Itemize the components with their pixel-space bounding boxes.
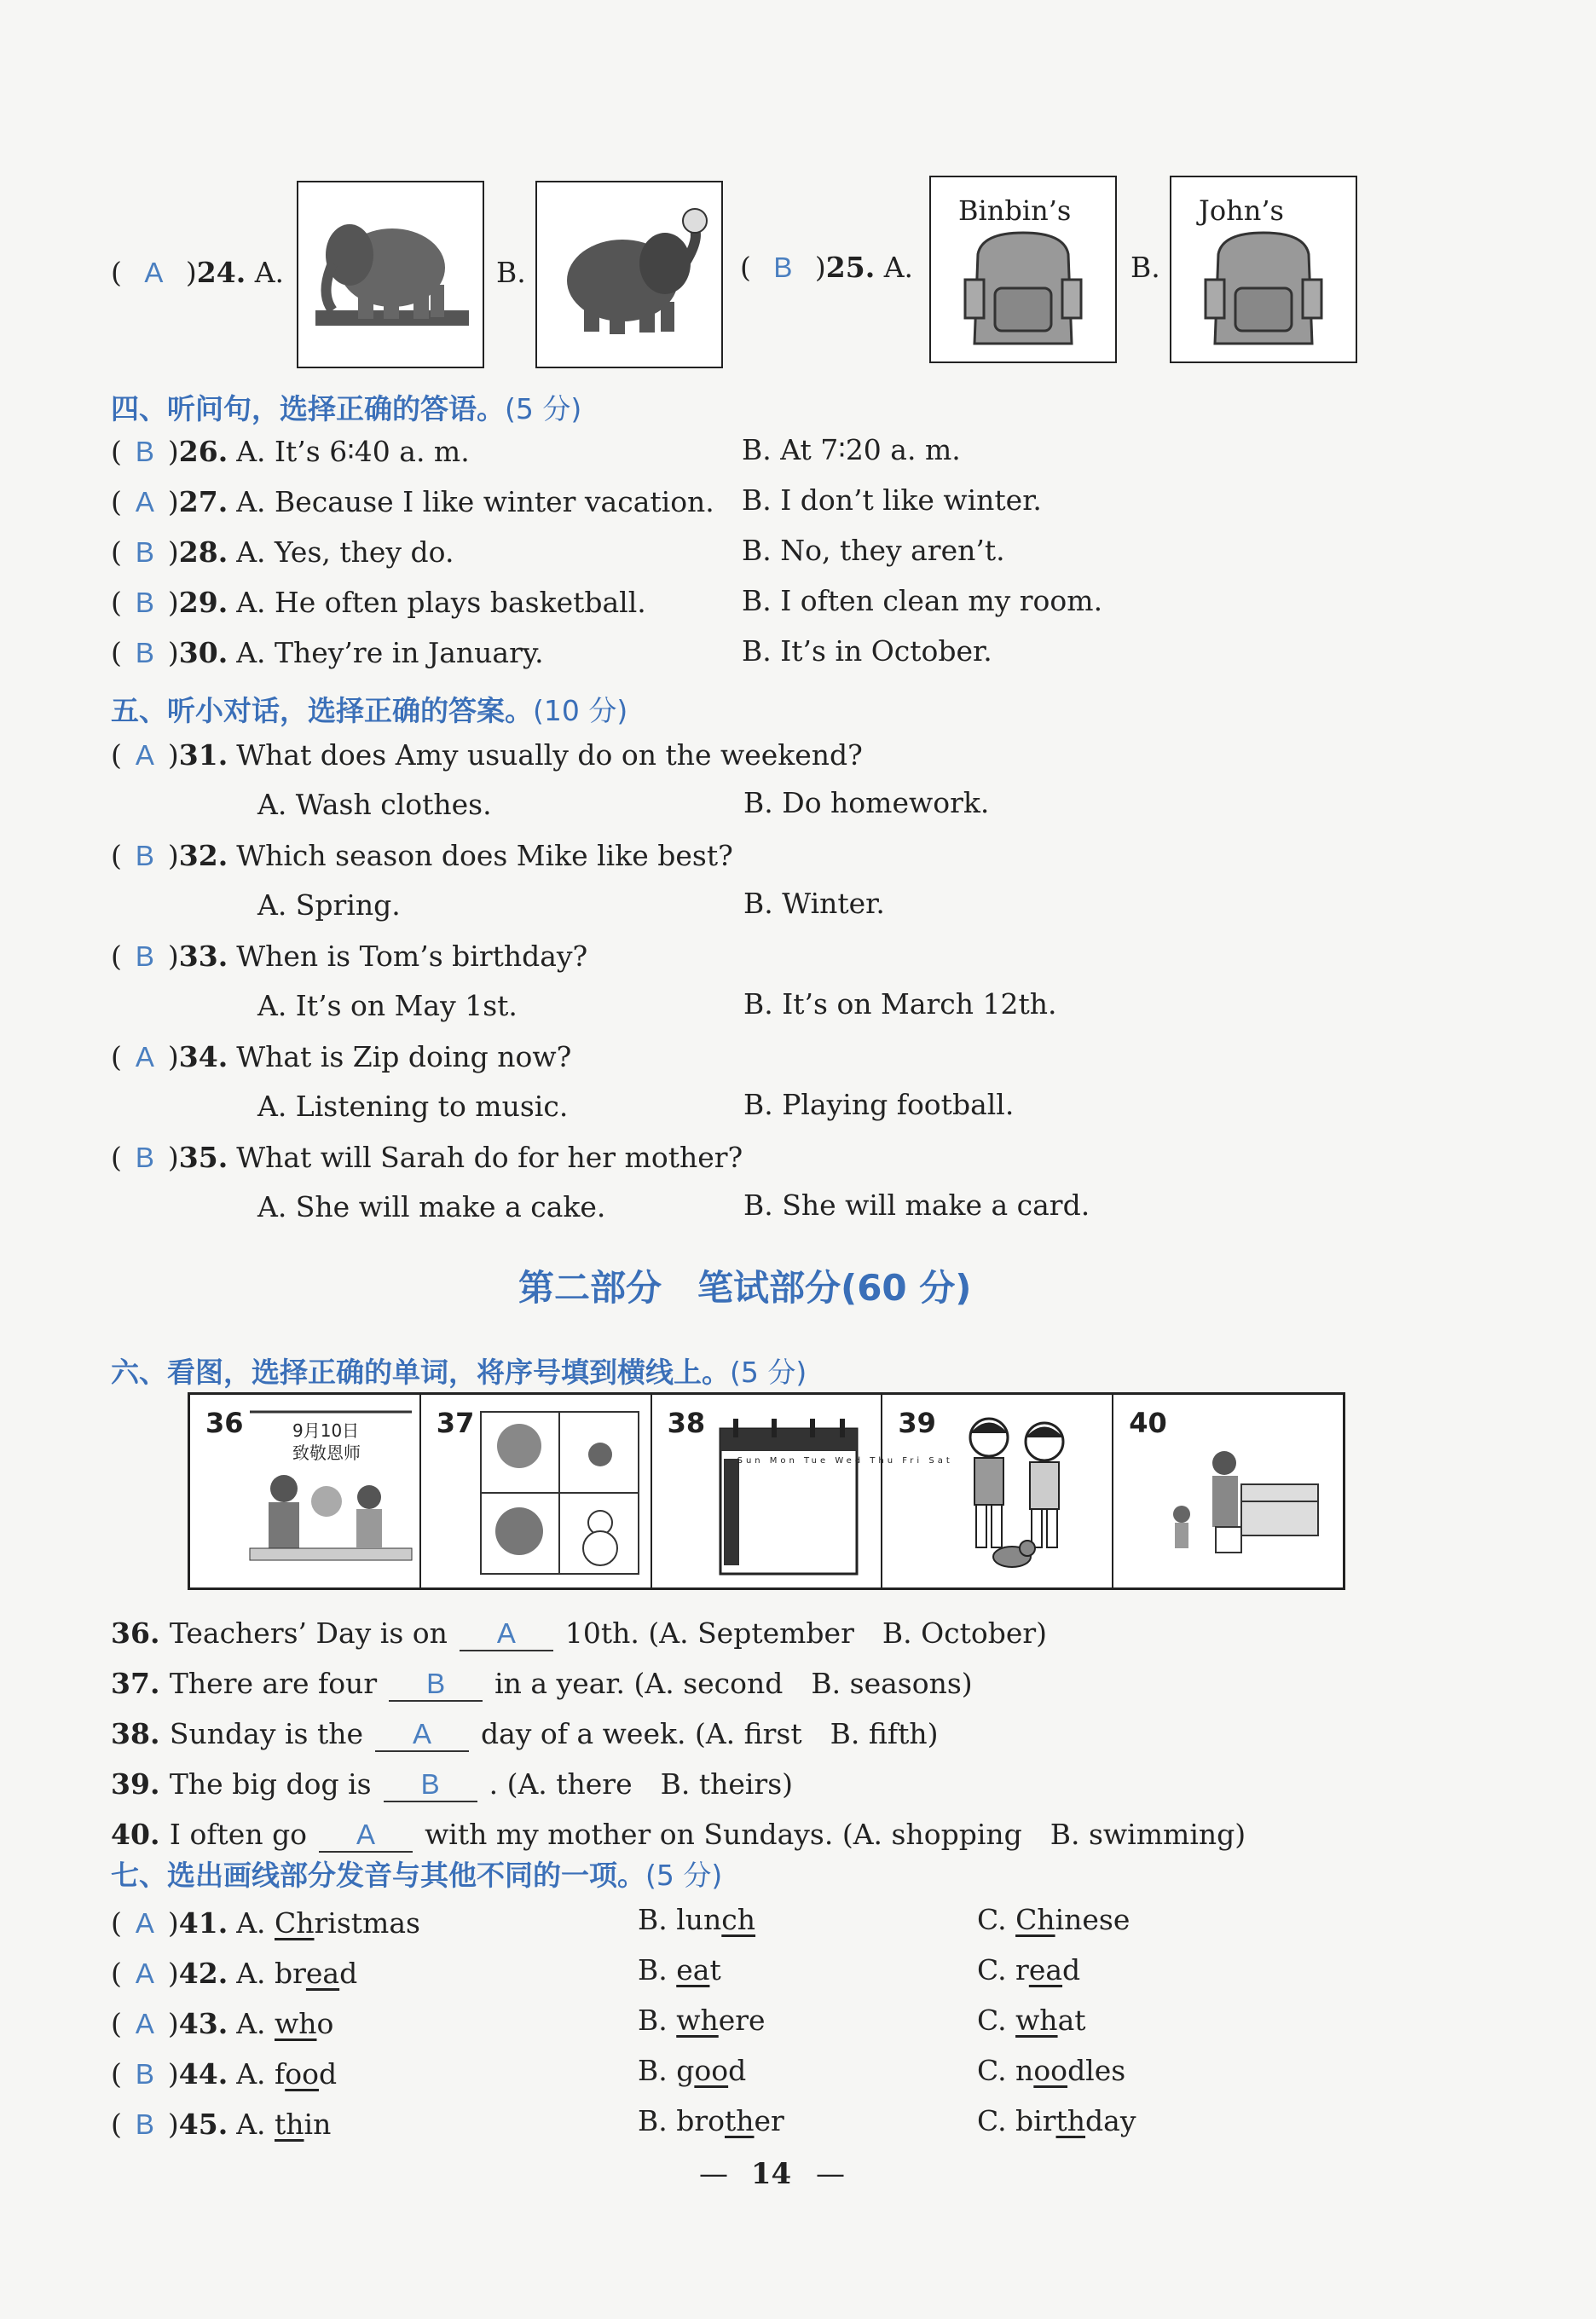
question-text: Which season does Mike like best? (236, 839, 733, 872)
question-text: What is Zip doing now? (236, 1040, 572, 1073)
q6-row: 40. I often go A with my mother on Sundays. (A. shopping B. swimming) (111, 1818, 1246, 1851)
answer-blank: B (389, 1668, 483, 1702)
backpack-icon (931, 177, 1115, 361)
option-a: A. They’re in January. (236, 636, 544, 669)
q4-row: ( B )28. A. Yes, they do. (111, 535, 454, 569)
answer-blank: B (384, 1768, 477, 1802)
picture-36: 36 9月10日 致敬恩师 (190, 1395, 421, 1587)
question-number: 26 (178, 435, 218, 468)
part2-title: 第二部分 笔试部分(60 分) (518, 1267, 972, 1309)
option-a: A. thin (236, 2108, 332, 2141)
question-number: 30 (178, 636, 218, 669)
option-a: A. Listening to music. (257, 1090, 569, 1123)
shopping-icon (1113, 1395, 1342, 1587)
q25-answer: B (773, 252, 793, 283)
option-b: B. good (638, 2054, 747, 2087)
question-number: 38 (111, 1717, 150, 1750)
sentence-start: Sunday is the (169, 1717, 363, 1750)
picture-39: 39 (882, 1395, 1113, 1587)
option-c: C. noodles (977, 2054, 1126, 2087)
two-kids-dog-icon (882, 1395, 1111, 1587)
answer-mark: A (135, 1958, 154, 1989)
option-a: A. Because I like winter vacation. (236, 485, 714, 518)
question-number: 31 (178, 738, 218, 772)
sentence-end: with my mother on Sundays. (A. shopping B. swimming) (425, 1818, 1246, 1851)
question-number: 33 (178, 940, 218, 973)
answer-mark: B (135, 940, 154, 972)
sentence-end: in a year. (A. second B. seasons) (494, 1667, 973, 1700)
answer-blank: A (319, 1819, 413, 1853)
section4-title: 四、听问句，选择正确的答语。(5 分) (111, 392, 582, 425)
question-text: What will Sarah do for her mother? (236, 1141, 743, 1174)
q7-row: ( A )41. A. Christmas (111, 1906, 420, 1940)
section7-title: 七、选出画线部分发音与其他不同的一项。(5 分) (111, 1859, 723, 1892)
option-a: A. bread (236, 1957, 358, 1990)
option-b: B. She will make a card. (743, 1188, 1090, 1222)
option-a: A. It’s on May 1st. (257, 989, 518, 1022)
option-b: B. eat (638, 1953, 721, 1986)
question-number: 35 (178, 1141, 218, 1174)
q6-row: 37. There are four B in a year. (A. second B. seasons) (111, 1667, 973, 1700)
answer-mark: A (135, 486, 154, 518)
q24-a-label: A. (254, 256, 285, 289)
option-c: C. read (977, 1953, 1081, 1986)
q25-image-a (929, 176, 1117, 363)
q4-row: ( B )26. A. It’s 6∶40 a. m. (111, 435, 470, 468)
option-b: B. Winter. (743, 887, 885, 920)
option-b: B. I don’t like winter. (742, 483, 1042, 517)
answer-mark: B (135, 587, 154, 618)
section6-title: 六、看图，选择正确的单词，将序号填到横线上。(5 分) (111, 1356, 807, 1389)
q7-row: ( B )45. A. thin (111, 2108, 332, 2141)
option-b: B. brother (638, 2104, 784, 2137)
q7-row: ( A )43. A. who (111, 2007, 334, 2040)
four-seasons-icon (421, 1395, 650, 1587)
option-c: C. Chinese (977, 1903, 1130, 1936)
q25-a-label: A. (883, 251, 914, 284)
option-b: B. I often clean my room. (742, 584, 1103, 617)
picture-38: 38 Sun Mon Tue Wed Thu Fri Sat (652, 1395, 883, 1587)
q4-row: ( B )30. A. They’re in January. (111, 636, 544, 669)
q25-line: ( B )25. A. (740, 251, 914, 284)
sentence-end: day of a week. (A. first B. fifth) (481, 1717, 939, 1750)
option-b: B. Playing football. (743, 1088, 1015, 1121)
section5-title: 五、听小对话，选择正确的答案。(10 分) (111, 694, 628, 727)
q5-row: ( A )31. What does Amy usually do on the weekend? (111, 738, 863, 772)
question-number: 34 (178, 1040, 218, 1073)
q6-row: 39. The big dog is B . (A. there B. theirs) (111, 1767, 794, 1801)
bag-b-label: John’s (1199, 194, 1284, 227)
answer-mark: B (135, 1142, 154, 1173)
picture-37: 37 (421, 1395, 652, 1587)
option-b: B. Do homework. (743, 786, 990, 819)
q7-row: ( B )44. A. food (111, 2057, 338, 2091)
board-date: 9月10日 (292, 1420, 360, 1441)
q24-answer: A (144, 257, 164, 288)
answer-mark: A (135, 1041, 154, 1073)
calendar-icon (652, 1395, 881, 1587)
q6-row: 38. Sunday is the A day of a week. (A. first B. fifth) (111, 1717, 939, 1750)
option-a: A. It’s 6∶40 a. m. (236, 435, 470, 468)
question-number: 41 (178, 1906, 218, 1940)
q24-image-b (535, 181, 723, 368)
q4-row: ( B )29. A. He often plays basketball. (111, 586, 646, 619)
option-a: A. Spring. (257, 888, 401, 922)
q5-row: ( A )34. What is Zip doing now? (111, 1040, 572, 1073)
answer-mark: B (135, 2108, 154, 2140)
option-c: C. birthday (977, 2104, 1136, 2137)
q24-b-label: B. (496, 256, 526, 289)
q25-b-label: B. (1130, 251, 1160, 284)
sentence-end: 10th. (A. September B. October) (564, 1616, 1048, 1650)
option-c: C. what (977, 2004, 1086, 2037)
answer-mark: B (135, 637, 154, 668)
answer-blank: A (375, 1718, 469, 1752)
page-number: 14 (750, 2157, 792, 2191)
question-number: 27 (178, 485, 218, 518)
page-footer: — 14 — (699, 2157, 843, 2191)
backpack-icon (1171, 177, 1356, 361)
sentence-start: The big dog is (169, 1767, 372, 1801)
answer-mark: A (135, 739, 154, 771)
question-number: 28 (178, 535, 218, 569)
answer-mark: B (135, 840, 154, 871)
question-number: 45 (178, 2108, 218, 2141)
question-number: 44 (178, 2057, 218, 2091)
q5-row: ( B )35. What will Sarah do for her mother? (111, 1141, 743, 1174)
option-a: A. He often plays basketball. (236, 586, 646, 619)
option-b: B. It’s in October. (742, 634, 992, 668)
q5-row: ( B )32. Which season does Mike like best? (111, 839, 733, 872)
answer-mark: B (135, 2058, 154, 2090)
q25-number: 25 (825, 251, 865, 284)
question-number: 36 (111, 1616, 150, 1650)
sentence-end: . (A. there B. theirs) (489, 1767, 794, 1801)
option-b: B. lunch (638, 1903, 756, 1936)
question-text: When is Tom’s birthday? (236, 940, 588, 973)
option-b: B. where (638, 2004, 766, 2037)
calendar-days: Sun Mon Tue Wed Thu Fri Sat (737, 1456, 953, 1466)
option-b: B. It’s on March 12th. (743, 987, 1057, 1021)
q24-image-a (297, 181, 484, 368)
picture-40: 40 (1113, 1395, 1343, 1587)
question-number: 40 (111, 1818, 150, 1851)
option-a: A. Yes, they do. (236, 535, 454, 569)
question-text: What does Amy usually do on the weekend? (236, 738, 863, 772)
picture-strip (188, 1392, 1345, 1590)
q25-image-b (1170, 176, 1357, 363)
answer-mark: B (135, 436, 154, 467)
answer-blank: A (460, 1617, 553, 1651)
option-b: B. No, they aren’t. (742, 534, 1005, 567)
answer-mark: A (135, 2008, 154, 2039)
q24-line: ( A )24. A. (111, 256, 285, 289)
answer-mark: B (135, 536, 154, 568)
teacher-scene-icon (190, 1395, 419, 1587)
option-a: A. Christmas (236, 1906, 420, 1940)
answer-mark: A (135, 1907, 154, 1939)
q7-row: ( A )42. A. bread (111, 1957, 358, 1990)
q24-number: 24 (196, 256, 236, 289)
sentence-start: There are four (169, 1667, 378, 1700)
elephant-ball-icon (537, 182, 721, 367)
question-number: 42 (178, 1957, 218, 1990)
question-number: 32 (178, 839, 218, 872)
bag-a-label: Binbin’s (958, 194, 1072, 227)
q4-row: ( A )27. A. Because I like winter vacation. (111, 485, 714, 518)
option-b: B. At 7∶20 a. m. (742, 433, 961, 466)
option-a: A. who (236, 2007, 334, 2040)
elephant-icon (298, 182, 483, 367)
sentence-start: I often go (169, 1818, 308, 1851)
q5-row: ( B )33. When is Tom’s birthday? (111, 940, 588, 973)
question-number: 37 (111, 1667, 150, 1700)
option-a: A. Wash clothes. (257, 788, 492, 821)
question-number: 29 (178, 586, 218, 619)
sentence-start: Teachers’ Day is on (169, 1616, 448, 1650)
option-a: A. She will make a cake. (257, 1190, 606, 1223)
question-number: 39 (111, 1767, 150, 1801)
option-a: A. food (236, 2057, 338, 2091)
q6-row: 36. Teachers’ Day is on A 10th. (A. September B. October) (111, 1616, 1048, 1650)
board-text: 致敬恩师 (292, 1443, 361, 1463)
question-number: 43 (178, 2007, 218, 2040)
